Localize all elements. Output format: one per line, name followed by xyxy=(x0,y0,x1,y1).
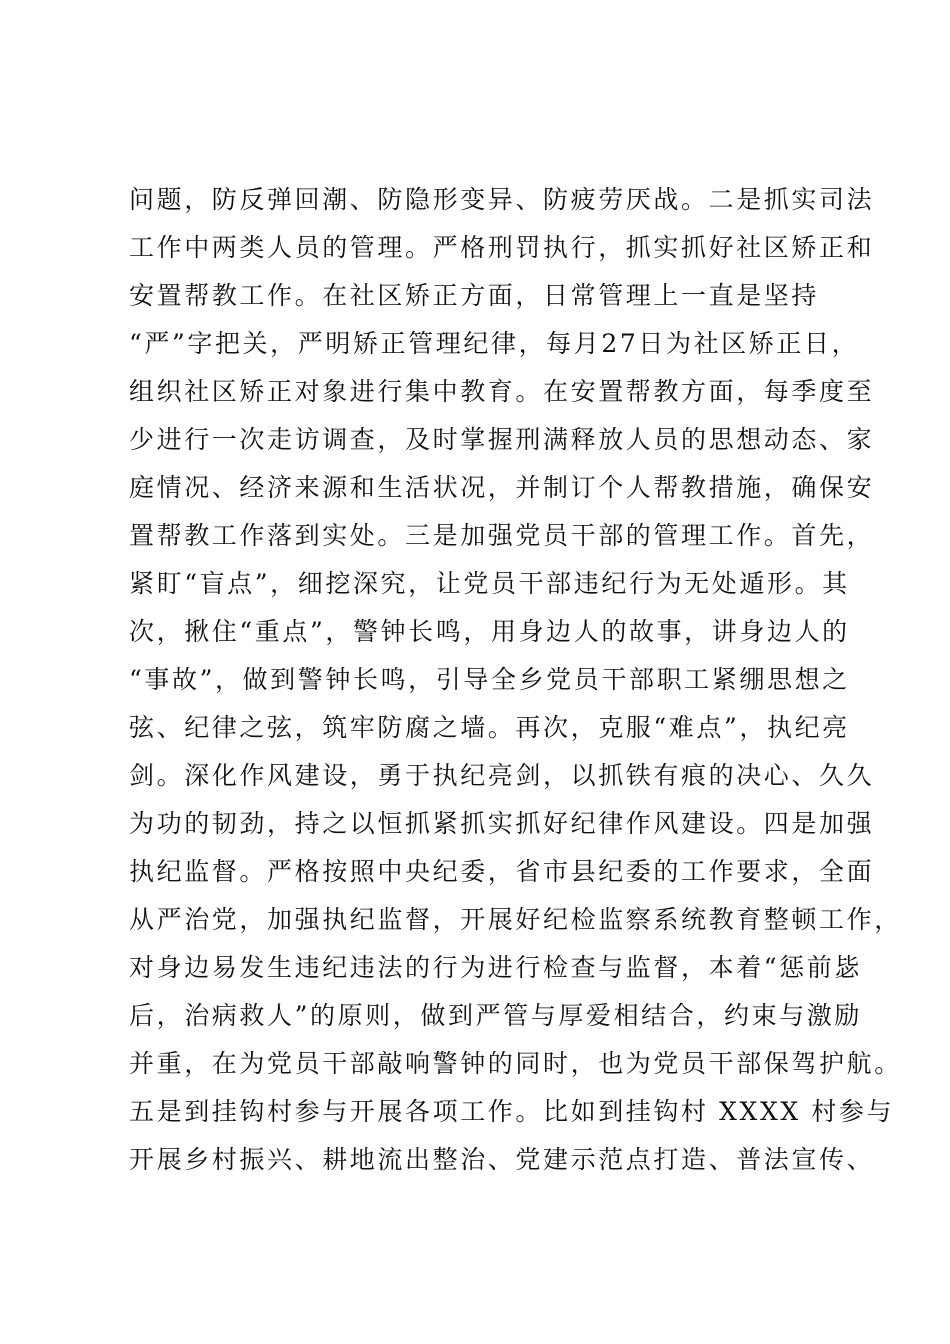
text-line: 五是到挂钩村参与开展各项工作。比如到挂钩村 XXXX 村参与 xyxy=(129,1097,895,1126)
text-line: 次，揪住“重点”，警钟长鸣，用身边人的故事，讲身边人的 xyxy=(129,617,850,646)
text-line: 开展乡村振兴、耕地流出整治、党建示范点打造、普法宣传、 xyxy=(129,1145,875,1174)
text-line: 从严治党，加强执纪监督，开展好纪检监察系统教育整顿工作， xyxy=(129,905,902,934)
text-line: 紧盯“盲点”，细挖深究，让党员干部违纪行为无处遁形。其 xyxy=(129,569,850,598)
text-line: 少进行一次走访调查，及时掌握刑满释放人员的思想动态、家 xyxy=(129,425,875,454)
text-line: 后，治病救人”的原则，做到严管与厚爱相结合，约束与激励 xyxy=(129,1001,862,1030)
body-paragraph xyxy=(129,176,902,1184)
text-line: “事故”，做到警钟长鸣，引导全乡党员干部职工紧绷思想之 xyxy=(129,665,850,694)
text-line: 为功的韧劲，持之以恒抓紧抓实抓好纪律作风建设。四是加强 xyxy=(129,809,875,838)
text-line: 执纪监督。严格按照中央纪委，省市县纪委的工作要求，全面 xyxy=(129,857,875,886)
text-line: 工作中两类人员的管理。严格刑罚执行，抓实抓好社区矫正和 xyxy=(129,233,875,262)
text-line: “严”字把关，严明矫正管理纪律，每月27日为社区矫正日， xyxy=(129,329,860,358)
text-line: 组织社区矫正对象进行集中教育。在安置帮教方面，每季度至 xyxy=(129,377,875,406)
text-line: 剑。深化作风建设，勇于执纪亮剑，以抓铁有痕的决心、久久 xyxy=(129,761,875,790)
text-line: 对身边易发生违纪违法的行为进行检查与监督，本着“惩前毖 xyxy=(129,953,862,982)
text-line: 弦、纪律之弦，筑牢防腐之墙。再次，克服“难点”，执纪亮 xyxy=(129,713,850,742)
text-line: 并重，在为党员干部敲响警钟的同时，也为党员干部保驾护航。 xyxy=(129,1049,902,1078)
text-line: 安置帮教工作。在社区矫正方面，日常管理上一直是坚持 xyxy=(129,281,820,310)
text-line: 置帮教工作落到实处。三是加强党员干部的管理工作。首先， xyxy=(129,521,875,550)
text-line: 问题，防反弹回潮、防隐形变异、防疲劳厌战。二是抓实司法 xyxy=(129,185,875,214)
text-line: 庭情况、经济来源和生活状况，并制订个人帮教措施，确保安 xyxy=(129,473,875,502)
